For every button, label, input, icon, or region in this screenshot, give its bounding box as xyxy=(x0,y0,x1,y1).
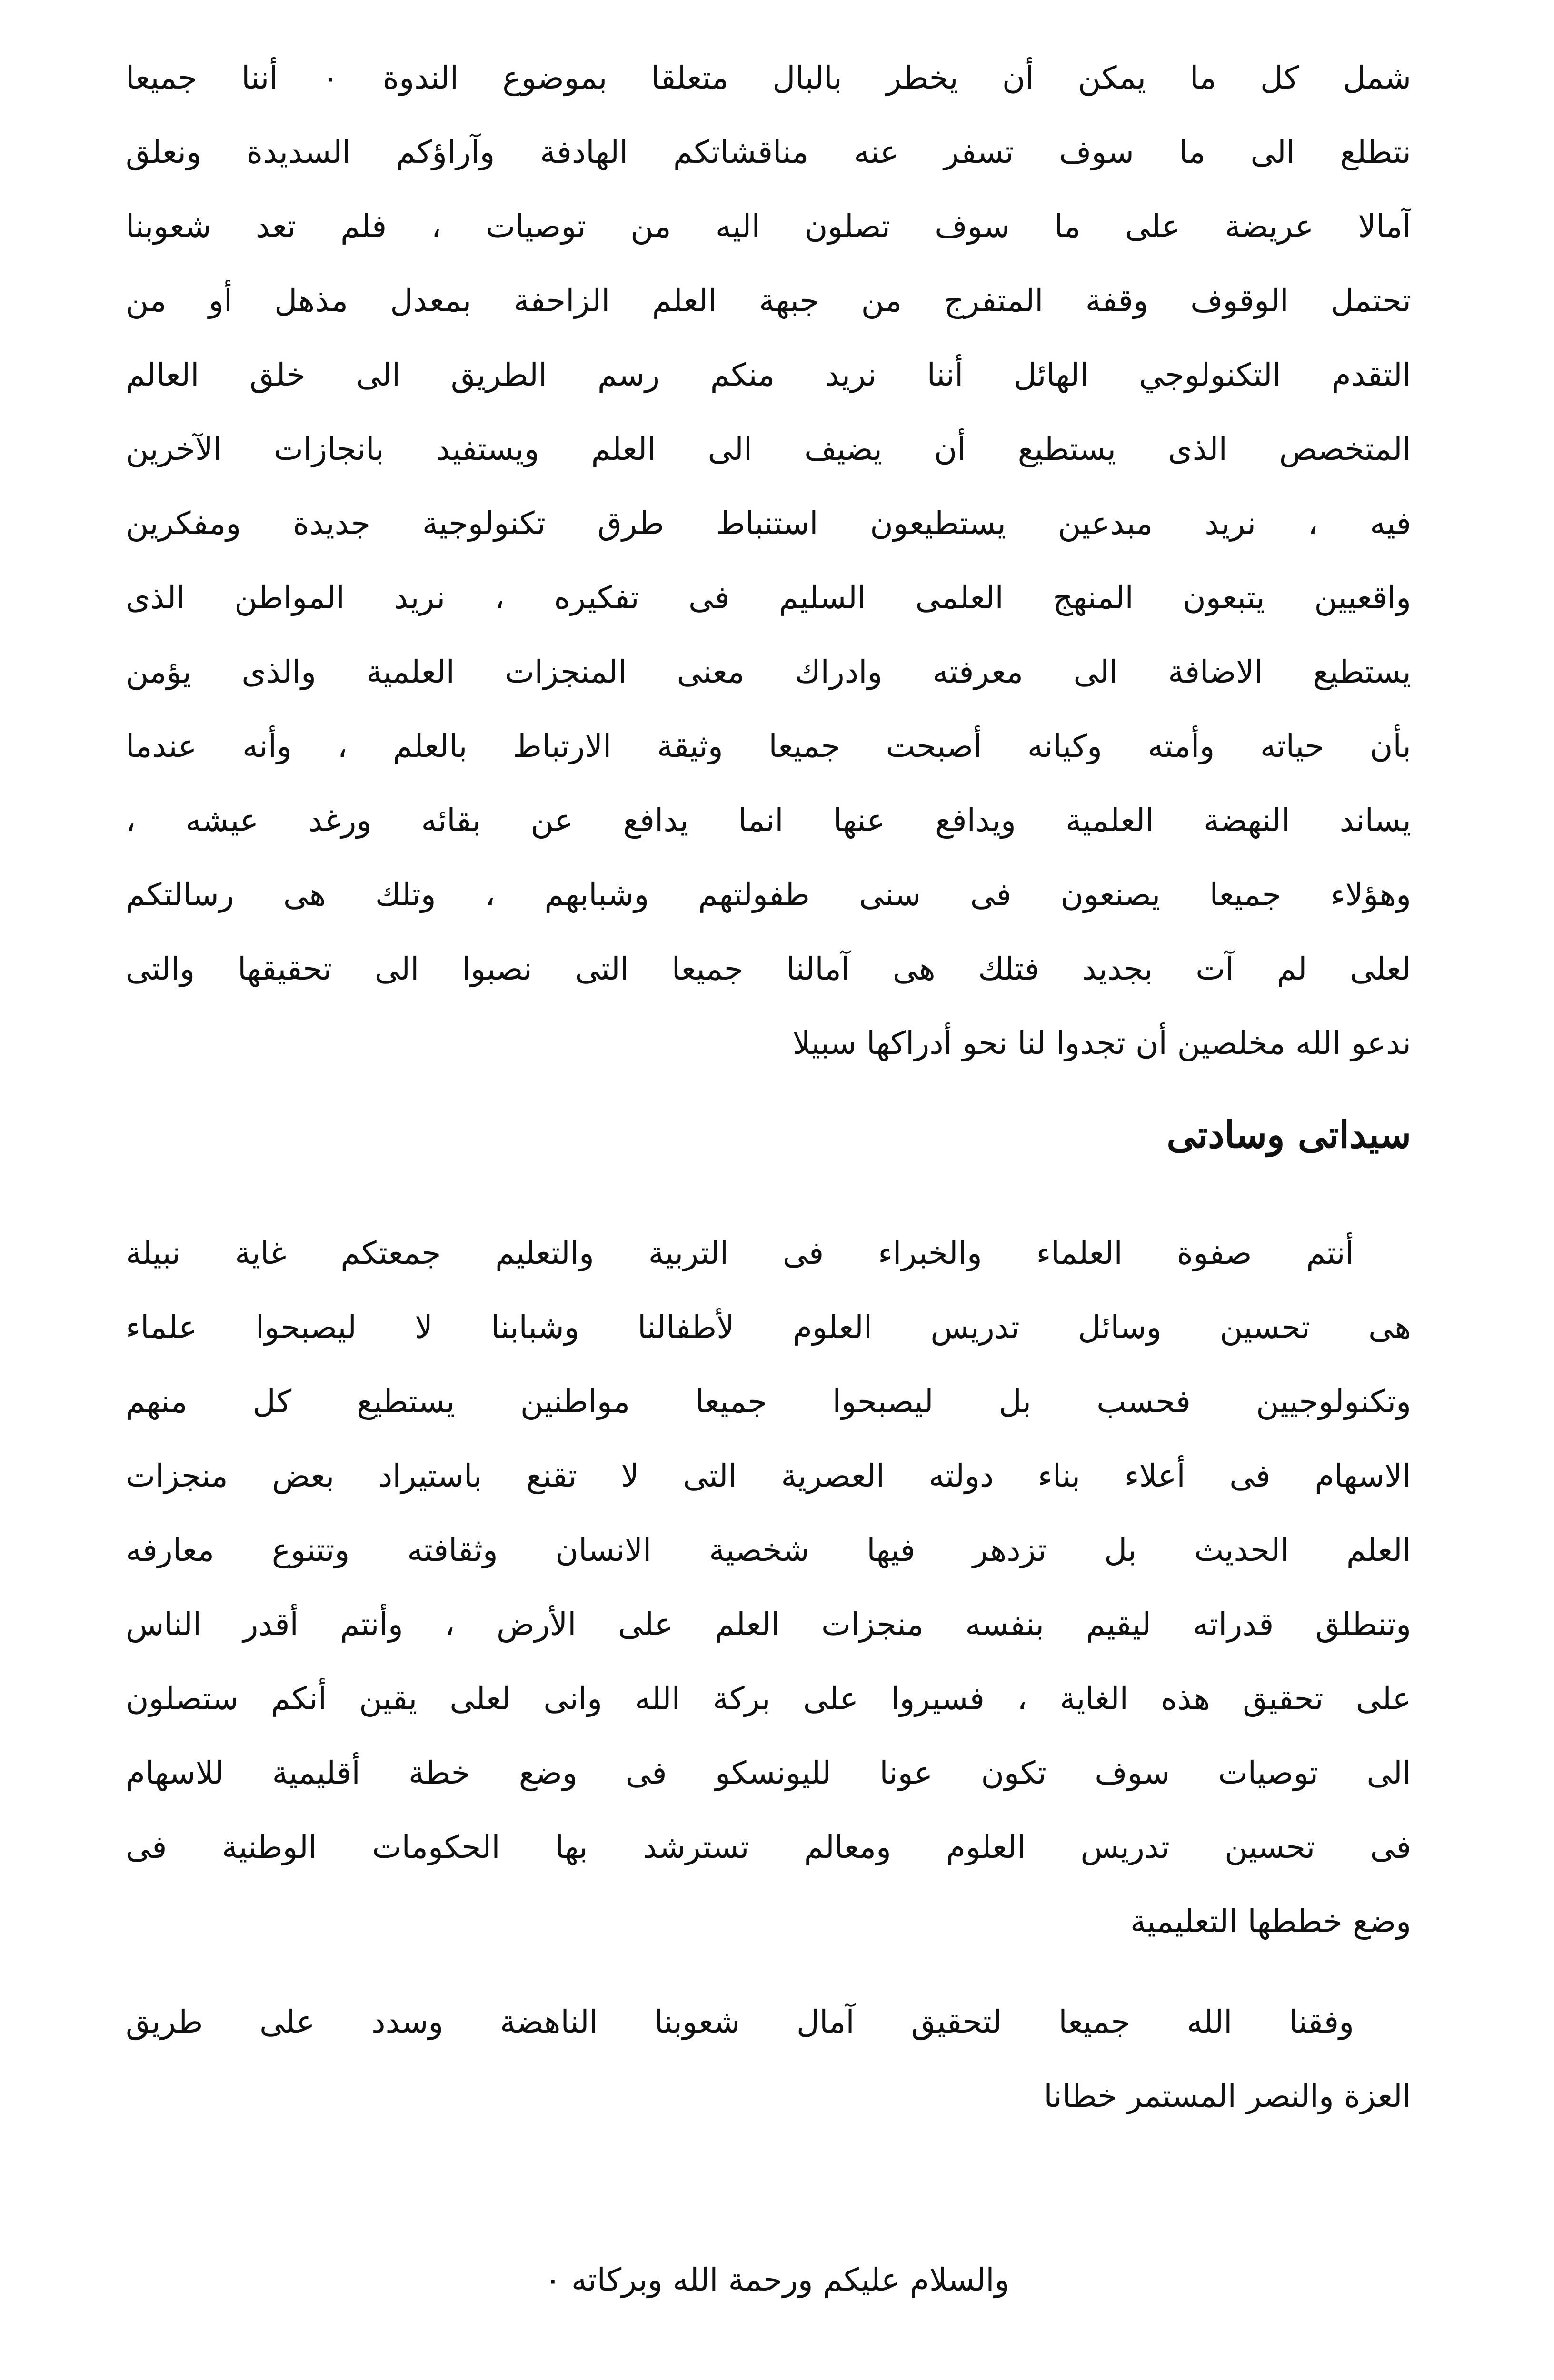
section-heading: سيداتى وسادتى xyxy=(1166,1113,1411,1157)
text-line: واقعيين يتبعون المنهج العلمى السليم فى تفكيره ، نريد المواطن الذى xyxy=(126,579,1411,616)
text-line: العزة والنصر المستمر خطانا xyxy=(1044,2078,1411,2114)
text-line: الاسهام فى أعلاء بناء دولته العصرية التى لا تقنع باستيراد بعض منجزات xyxy=(126,1458,1411,1494)
text-line: وفقنا الله جميعا لتحقيق آمال شعوبنا الناهضة وسدد على طريق xyxy=(126,2003,1354,2040)
text-line: يساند النهضة العلمية ويدافع عنها انما يدافع عن بقائه ورغد عيشه ، xyxy=(126,802,1411,839)
text-line: فى تحسين تدريس العلوم ومعالم تسترشد بها الحكومات الوطنية فى xyxy=(126,1829,1411,1865)
text-line: شمل كل ما يمكن أن يخطر بالبال متعلقا بموضوع الندوة ٠ أننا جميعا xyxy=(126,60,1411,96)
text-line: نتطلع الى ما سوف تسفر عنه مناقشاتكم الهادفة وآراؤكم السديدة ونعلق xyxy=(126,134,1411,170)
text-line: فيه ، نريد مبدعين يستطيعون استنباط طرق تكنولوجية جديدة ومفكرين xyxy=(126,505,1411,542)
text-line: المتخصص الذى يستطيع أن يضيف الى العلم ويستفيد بانجازات الآخرين xyxy=(126,431,1411,467)
text-line: وضع خططها التعليمية xyxy=(1130,1903,1411,1940)
text-line: تحتمل الوقوف وقفة المتفرج من جبهة العلم الزاحفة بمعدل مذهل أو من xyxy=(126,282,1411,319)
text-line: بأن حياته وأمته وكيانه أصبحت جميعا وثيقة الارتباط بالعلم ، وأنه عندما xyxy=(126,728,1411,764)
text-line: وتكنولوجيين فحسب بل ليصبحوا جميعا مواطنين يستطيع كل منهم xyxy=(126,1383,1411,1420)
text-line: التقدم التكنولوجي الهائل أننا نريد منكم رسم الطريق الى خلق العالم xyxy=(126,357,1411,393)
text-line: هى تحسين وسائل تدريس العلوم لأطفالنا وشبابنا لا ليصبحوا علماء xyxy=(126,1309,1411,1346)
paragraph-1 xyxy=(126,41,1411,1081)
text-line: وهؤلاء جميعا يصنعون فى سنى طفولتهم وشبابهم ، وتلك هى رسالتكم xyxy=(126,876,1411,913)
text-line: أنتم صفوة العلماء والخبراء فى التربية والتعليم جمعتكم غاية نبيلة xyxy=(126,1235,1354,1271)
text-line: على تحقيق هذه الغاية ، فسيروا على بركة الله وانى لعلى يقين أنكم ستصلون xyxy=(126,1680,1411,1717)
text-line: العلم الحديث بل تزدهر فيها شخصية الانسان وثقافته وتتنوع معارفه xyxy=(126,1532,1411,1568)
text-line: آمالا عريضة على ما سوف تصلون اليه من توصيات ، فلم تعد شعوبنا xyxy=(126,208,1411,245)
paragraph-3 xyxy=(126,1985,1411,2133)
paragraph-2 xyxy=(126,1216,1411,1959)
closing-salutation: والسلام عليكم ورحمة الله وبركاته ٠ xyxy=(544,2261,1010,2298)
text-line: وتنطلق قدراته ليقيم بنفسه منجزات العلم على الأرض ، وأنتم أقدر الناس xyxy=(126,1606,1411,1643)
text-line: لعلى لم آت بجديد فتلك هى آمالنا جميعا التى نصبوا الى تحقيقها والتى xyxy=(126,951,1411,987)
text-line: الى توصيات سوف تكون عونا لليونسكو فى وضع خطة أقليمية للاسهام xyxy=(126,1755,1411,1791)
text-line: يستطيع الاضافة الى معرفته وادراك معنى المنجزات العلمية والذى يؤمن xyxy=(126,654,1411,690)
text-line: ندعو الله مخلصين أن تجدوا لنا نحو أدراكها سبيلا xyxy=(792,1025,1411,1061)
